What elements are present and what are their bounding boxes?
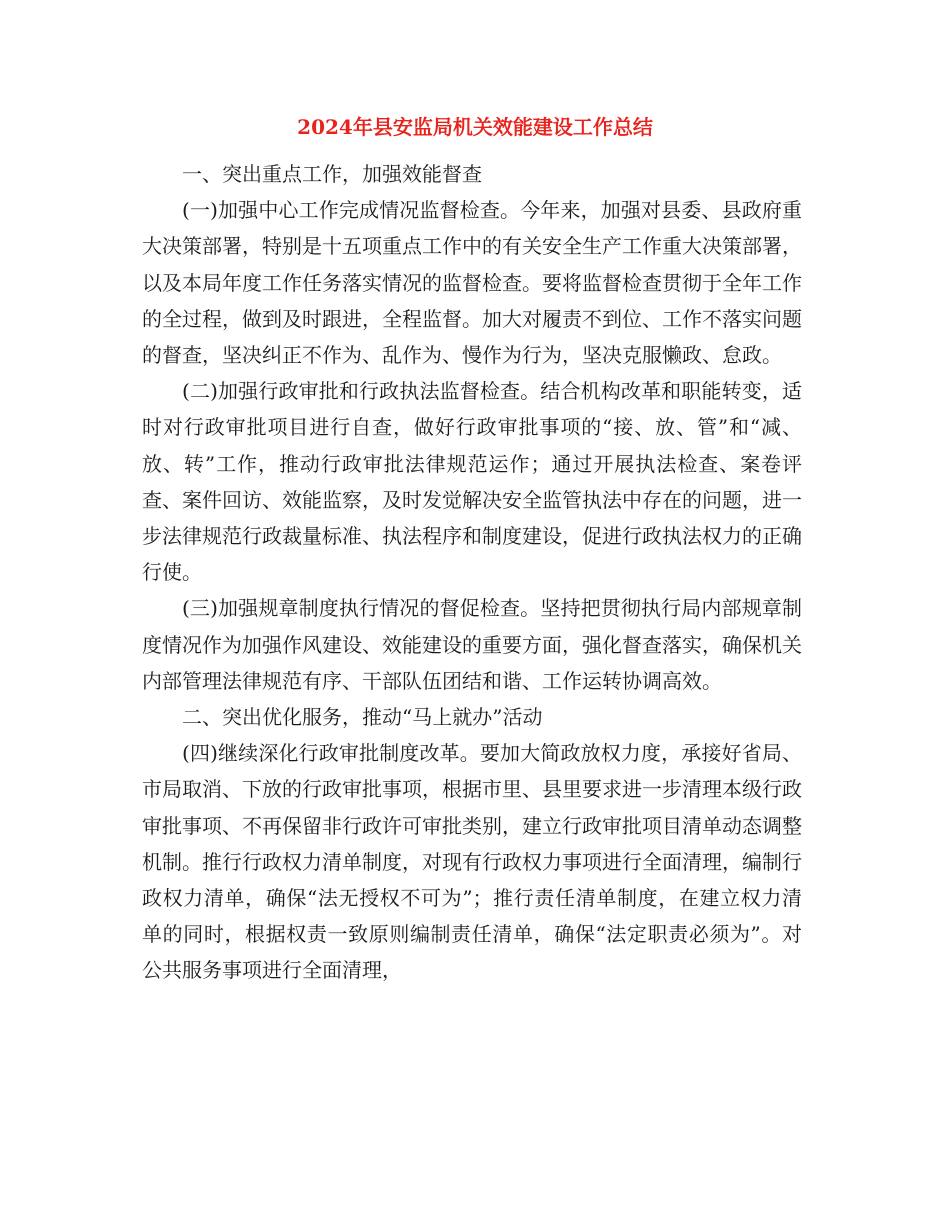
document-title: 2024年县安监局机关效能建设工作总结 (297, 115, 653, 139)
paragraph-4: (四)继续深化行政审批制度改革。要加大简政放权力度，承接好省局、市局取消、下放的行政审批事项，根据市里、县里要求进一步清理本级行政审批事项、不再保留非行政许可审批类别，建立行政审批项目清单动态调整机制。推行行政权力清单制度，对现有行政权力事项进行全面清理，编制行政权力清单，确保“法无授权不可为”；推行责任清单制度，在建立权力清单的同时，根据权责一致原则编制责任清单，确保“法定职责必须为”。对公共服务事项进行全面清理， (142, 741, 802, 983)
paragraph-2: (二)加强行政审批和行政执法监督检查。结合机构改革和职能转变，适时对行政审批项目进行自查，做好行政审批事项的“接、放、管”和“减、放、转”工作，推动行政审批法律规范运作；通过开展执法检查、案卷评查、案件回访、效能监察，及时发觉解决安全监管执法中存在的问题，进一步法律规范行政裁量标准、执法程序和制度建设，促进行政执法权力的正确行使。 (142, 379, 802, 585)
document-body (142, 156, 802, 989)
paragraph-3: (三)加强规章制度执行情况的督促检查。坚持把贯彻执行局内部规章制度情况作为加强作风建设、效能建设的重要方面，强化督查落实，确保机关内部管理法律规范有序、干部队伍团结和谐、工作运转协调高效。 (142, 596, 802, 693)
section-heading-1: 一、突出重点工作，加强效能督查 (182, 162, 482, 186)
section-heading-2: 二、突出优化服务，推动“马上就办”活动 (182, 705, 543, 730)
paragraph-1: (一)加强中心工作完成情况监督检查。今年来，加强对县委、县政府重大决策部署，特别是十五项重点工作中的有关安全生产工作重大决策部署，以及本局年度工作任务落实情况的监督检查。要将监督检查贯彻于全年工作的全过程，做到及时跟进，全程监督。加大对履责不到位、工作不落实问题的督查，坚决纠正不作为、乱作为、慢作为行为，坚决克服懒政、怠政。 (142, 198, 802, 368)
